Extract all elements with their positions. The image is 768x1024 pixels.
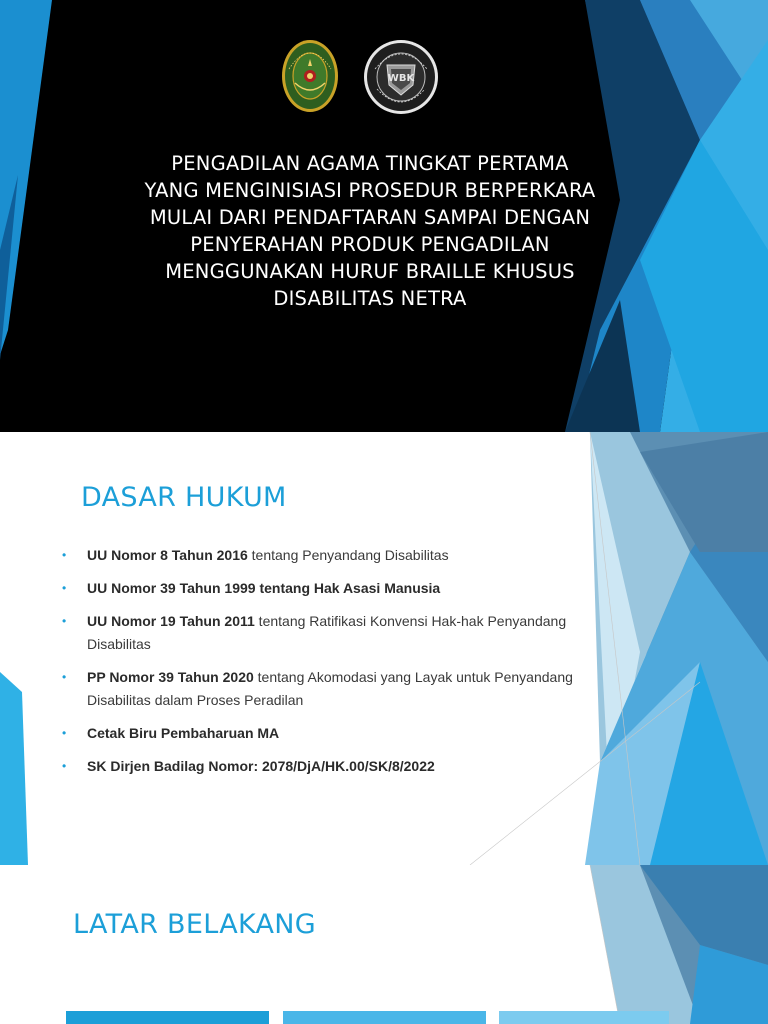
- list-item-text: tentang Ratifikasi Konvensi Hak-hak Penyandang Disabilitas: [87, 613, 567, 652]
- list-item-bold: PP Nomor 39 Tahun 2020: [87, 669, 254, 685]
- content-card: [283, 1011, 486, 1024]
- slide-latar-belakang: [0, 865, 768, 1024]
- list-item: [62, 577, 602, 600]
- slide-title: [0, 0, 768, 432]
- wbk-badge-icon: [363, 39, 439, 115]
- bullet-icon: •: [62, 726, 67, 740]
- list-item-bold: UU Nomor 19 Tahun 2011: [87, 613, 255, 629]
- bullet-icon: •: [62, 759, 67, 773]
- list-item-bold: UU Nomor 39 Tahun 1999 tentang Hak Asasi Manusia: [87, 580, 441, 596]
- content-card: [499, 1011, 669, 1024]
- slide-dasar-hukum: [0, 432, 768, 865]
- court-emblem-icon: [281, 39, 339, 113]
- list-item: [62, 755, 602, 778]
- bullet-icon: •: [62, 581, 67, 595]
- list-item: [62, 610, 602, 656]
- section-heading: DASAR HUKUM: [81, 482, 287, 513]
- bullet-icon: •: [62, 614, 67, 628]
- title-line: PENYERAHAN PRODUK PENGADILAN: [190, 233, 550, 256]
- list-item-text: tentang Akomodasi yang Layak untuk Penyandang Disabilitas dalam Proses Peradilan: [87, 669, 573, 708]
- list-item-bold: UU Nomor 8 Tahun 2016: [87, 547, 248, 563]
- presentation-title: [120, 150, 620, 312]
- title-line: PENGADILAN AGAMA TINGKAT PERTAMA: [171, 152, 569, 175]
- content-card: [66, 1011, 269, 1024]
- bullet-icon: •: [62, 670, 67, 684]
- list-item-bold: SK Dirjen Badilag Nomor: 2078/DjA/HK.00/SK/8/2022: [87, 758, 435, 774]
- title-line: DISABILITAS NETRA: [273, 287, 467, 310]
- blue-triangle-decoration: [0, 865, 768, 1024]
- bullet-icon: •: [62, 548, 67, 562]
- court-emblem-logo: [281, 39, 339, 113]
- list-item-bold: Cetak Biru Pembaharuan MA: [87, 725, 280, 741]
- list-item: [62, 666, 602, 712]
- svg-text:WBK: WBK: [387, 73, 415, 84]
- title-line: MULAI DARI PENDAFTARAN SAMPAI DENGAN: [149, 206, 591, 229]
- section-heading: LATAR BELAKANG: [73, 909, 316, 940]
- list-item-text: tentang Penyandang Disabilitas: [247, 547, 449, 563]
- list-item: [62, 722, 602, 745]
- legal-basis-list: [62, 544, 602, 788]
- wbk-badge-logo: [363, 39, 439, 115]
- list-item: [62, 544, 602, 567]
- title-line: MENGGUNAKAN HURUF BRAILLE KHUSUS: [165, 260, 575, 283]
- title-line: YANG MENGINISIASI PROSEDUR BERPERKARA: [144, 179, 596, 202]
